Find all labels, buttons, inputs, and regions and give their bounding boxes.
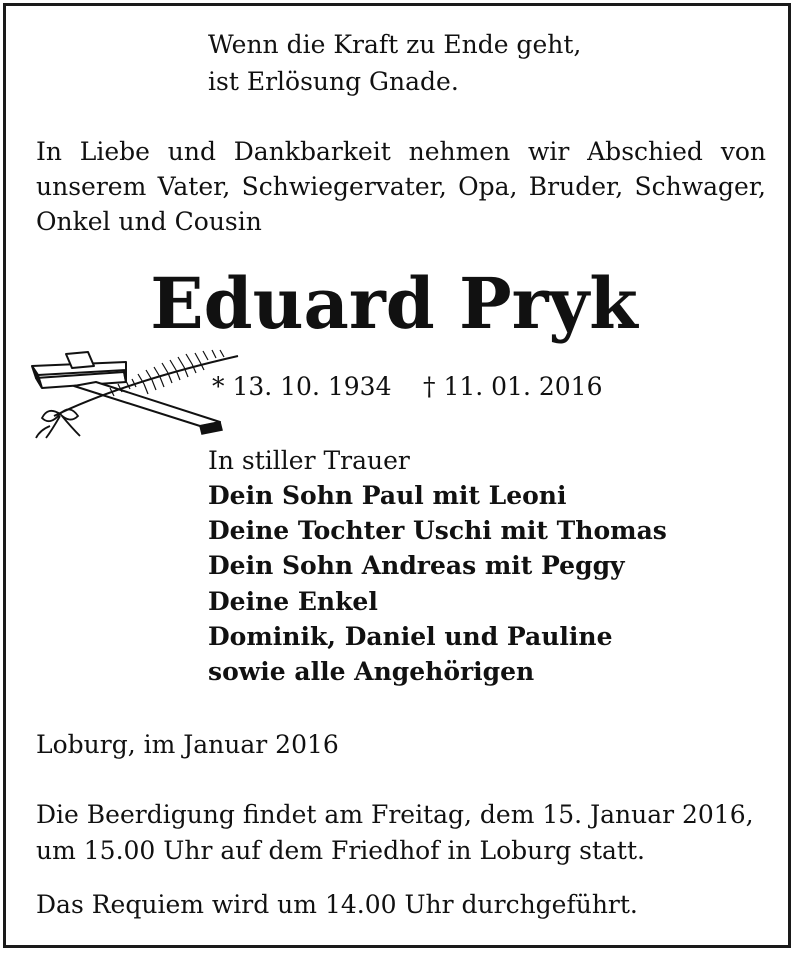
mourners-heading: In stiller Trauer <box>208 446 410 475</box>
intro-line-3: Onkel und Cousin <box>36 207 262 236</box>
death-date: † 11. 01. 2016 <box>423 372 603 401</box>
cross-with-palm-frond-icon <box>24 342 244 452</box>
mourner-line: Dominik, Daniel und Pauline <box>208 622 613 651</box>
mourner-line: sowie alle Angehörigen <box>208 657 535 686</box>
place-and-date: Loburg, im Januar 2016 <box>36 730 339 759</box>
motto-line-1: Wenn die Kraft zu Ende geht, <box>208 30 582 59</box>
mourner-line: Deine Enkel <box>208 587 378 616</box>
mourner-line: Dein Sohn Paul mit Leoni <box>208 481 567 510</box>
birth-date: * 13. 10. 1934 <box>212 372 392 401</box>
deceased-name: Eduard Pryk <box>150 262 638 345</box>
intro-line-1: In Liebe und Dankbarkeit nehmen wir Abschied von <box>36 137 766 166</box>
mourner-line: Dein Sohn Andreas mit Peggy <box>208 551 625 580</box>
mourner-line: Deine Tochter Uschi mit Thomas <box>208 516 667 545</box>
intro-line-2: unserem Vater, Schwiegervater, Opa, Bruder, Schwager, <box>36 172 766 201</box>
funeral-line-2: um 15.00 Uhr auf dem Friedhof in Loburg statt. <box>36 836 645 865</box>
motto-line-2: ist Erlösung Gnade. <box>208 67 459 96</box>
requiem-note: Das Requiem wird um 14.00 Uhr durchgeführt. <box>36 890 638 919</box>
funeral-line-1: Die Beerdigung findet am Freitag, dem 15. Januar 2016, <box>36 800 754 829</box>
